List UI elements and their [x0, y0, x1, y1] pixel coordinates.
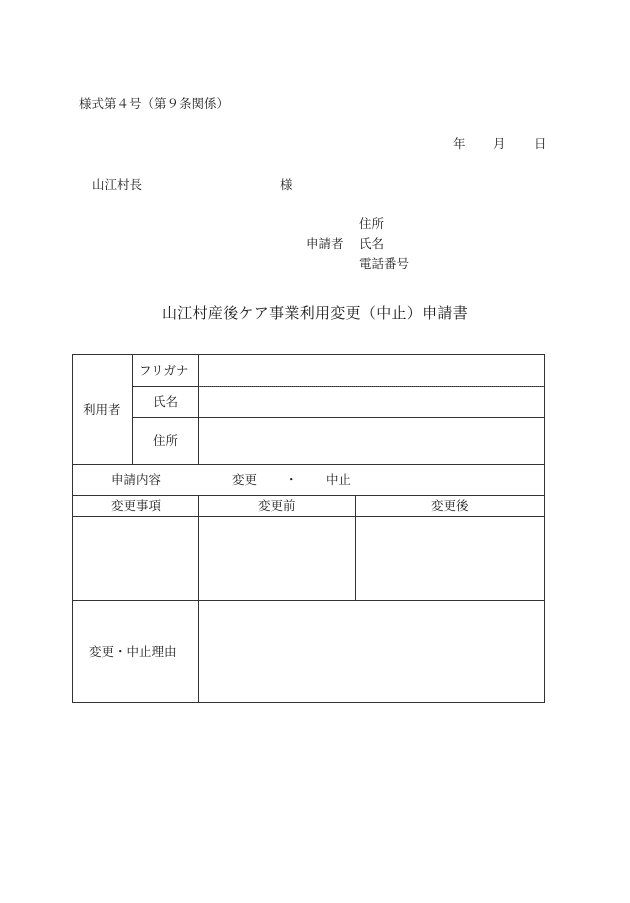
user-label: 利用者 [83, 402, 121, 417]
reason-field[interactable] [199, 601, 544, 702]
furigana-label: フリガナ [139, 363, 189, 378]
application-form-table [72, 354, 545, 703]
applicant-address-label: 住所 [359, 216, 385, 231]
reason-label: 変更・中止理由 [89, 644, 177, 659]
table-divider [73, 495, 544, 496]
column-change-item: 変更事項 [111, 498, 162, 513]
column-after-change: 変更後 [431, 498, 469, 513]
table-divider [73, 464, 544, 465]
option-cancel[interactable]: 中止 [326, 472, 352, 487]
applicant-label: 申請者 [306, 236, 344, 251]
option-change[interactable]: 変更 [232, 472, 258, 487]
form-number: 様式第４号（第９条関係） [79, 96, 230, 111]
date-month-label: 月 [493, 136, 506, 151]
applicant-name-label: 氏名 [359, 236, 385, 251]
applicant-phone-label: 電話番号 [359, 256, 410, 271]
date-year-label: 年 [453, 136, 466, 151]
user-address-label: 住所 [153, 433, 179, 448]
change-item-field[interactable] [73, 517, 198, 600]
addressee: 山江村長 [92, 177, 143, 192]
option-separator: ・ [285, 472, 298, 487]
honorific: 様 [280, 177, 293, 192]
after-change-field[interactable] [356, 517, 544, 600]
furigana-field[interactable] [199, 355, 544, 386]
user-name-field[interactable] [199, 387, 544, 417]
table-divider [132, 355, 133, 464]
document-title: 山江村産後ケア事業利用変更（中止）申請書 [162, 304, 469, 322]
user-address-field[interactable] [199, 418, 544, 464]
before-change-field[interactable] [199, 517, 355, 600]
date-day-label: 日 [534, 136, 547, 151]
user-name-label: 氏名 [153, 394, 179, 409]
request-content-label: 申請内容 [111, 472, 162, 487]
column-before-change: 変更前 [258, 498, 296, 513]
